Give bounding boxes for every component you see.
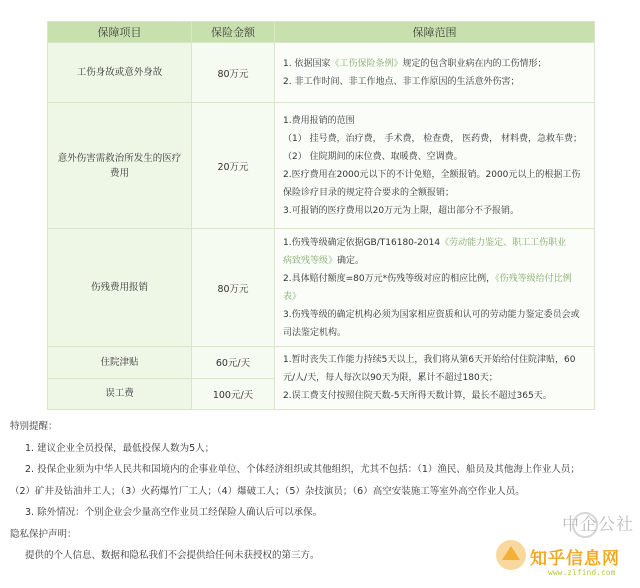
row-item: 误工费	[48, 378, 192, 410]
brand-name: 知乎信息网	[530, 549, 620, 569]
scope-text: 3.可报销的医疗费用以20万元为上限，超出部分不予报销。	[283, 205, 520, 216]
header-item: 保障项目	[48, 22, 192, 43]
table-row	[48, 43, 595, 103]
header-scope: 保障范围	[275, 22, 595, 43]
scope-text: 2. 非工作时间、非工作地点、非工作原因的生活意外伤害；	[283, 76, 520, 87]
row-amount: 80万元	[192, 229, 275, 347]
row-item: 住院津贴	[48, 347, 192, 379]
scope-text: 2.误工费支付按照住院天数-5天所得天数计算，最长不超过365天。	[283, 391, 552, 401]
row-amount: 60元/天	[192, 347, 275, 379]
table-row	[48, 229, 595, 347]
privacy-title: 隐私保护声明：	[10, 528, 77, 540]
header-amount: 保险金额	[192, 22, 275, 43]
row-scope	[275, 347, 595, 410]
scope-text: 规定的包含职业病在内的工伤情形；	[402, 58, 547, 69]
row-amount: 20万元	[192, 103, 275, 229]
scope-text: 确定。	[337, 255, 365, 266]
regulation-link[interactable]: 《工伤保险条例》	[330, 58, 403, 69]
watermark	[494, 508, 634, 588]
note-item: 3. 除外情况：个别企业会少量高空作业员工经保险人确认后可以承保。	[25, 507, 323, 518]
ratio-table-link[interactable]: 《伤残等级给付比例	[495, 273, 572, 284]
insurance-coverage-table	[47, 21, 595, 410]
notes-title: 特别提醒：	[10, 421, 58, 432]
table-row	[48, 103, 595, 229]
row-scope	[275, 229, 595, 347]
scope-text: 1.伤残等级确定依据GB/T16180-2014	[283, 237, 441, 248]
wechat-account-name: 中企公社	[562, 515, 634, 535]
ratio-table-link[interactable]: 表》	[283, 291, 302, 302]
table-row	[48, 347, 595, 379]
scope-text: 元/人/天，每人每次以90天为限，累计不超过180天；	[283, 373, 498, 383]
scope-text: 2.具体赔付额度=80万元*伤残等级对应的相应比例，	[283, 273, 496, 284]
row-scope	[275, 43, 595, 103]
scope-text: （1） 挂号费，治疗费， 手术费， 检查费， 医药费， 材料费，急救车费；	[283, 133, 583, 144]
note-item: 1. 建议企业全员投保，最低投保人数为5人；	[25, 442, 215, 454]
scope-text: 司法鉴定机构。	[283, 327, 347, 338]
standard-link[interactable]: 《劳动能力鉴定、职工工伤职业	[440, 237, 567, 248]
note-item: 2. 投保企业须为中华人民共和国境内的企事业单位、个体经济组织或其他组织，尤其不包括：（1）渔民、船员及其他海上作业人员；	[25, 464, 580, 475]
scope-text: 3.伤残等级的确定机构必须为国家相应资质和认可的劳动能力鉴定委员会或	[283, 309, 580, 320]
standard-link[interactable]: 病致残等级》	[283, 255, 338, 266]
scope-text: 1.费用报销的范围	[283, 115, 355, 126]
row-amount: 100元/天	[192, 378, 275, 410]
scope-text: 1.暂时丧失工作能力持续5天以上，我们将从第6天开始给付住院津贴，60	[283, 355, 576, 365]
row-amount: 80万元	[192, 43, 275, 103]
scope-text: 1. 依据国家	[283, 58, 331, 69]
privacy-text: 提供的个人信息、数据和隐私我们不会提供给任何未获授权的第三方。	[25, 550, 320, 561]
row-item: 意外伤害需救治所发生的医疗费用	[48, 103, 192, 229]
brand-logo-icon	[494, 538, 528, 572]
row-item: 工伤身故或意外身故	[48, 43, 192, 103]
row-item: 伤残费用报销	[48, 229, 192, 347]
scope-text: 保险诊疗目录的规定符合要求的全额报销；	[283, 187, 455, 198]
scope-text: 2.医疗费用在2000元以下的不计免赔，全额报销。2000元以上的根据工伤	[283, 169, 581, 180]
brand-url: www.zlfind.com	[548, 568, 616, 577]
note-item: （2）矿井及钻油井工人；（3）火药爆竹厂工人；（4）爆破工人；（5）杂技演员；（6）高空安装施工等室外高空作业人员。	[10, 485, 525, 497]
scope-text: （2） 住院期间的床位费、取暖费、空调费。	[283, 151, 463, 162]
row-scope	[275, 103, 595, 229]
table-header-row	[48, 22, 595, 43]
